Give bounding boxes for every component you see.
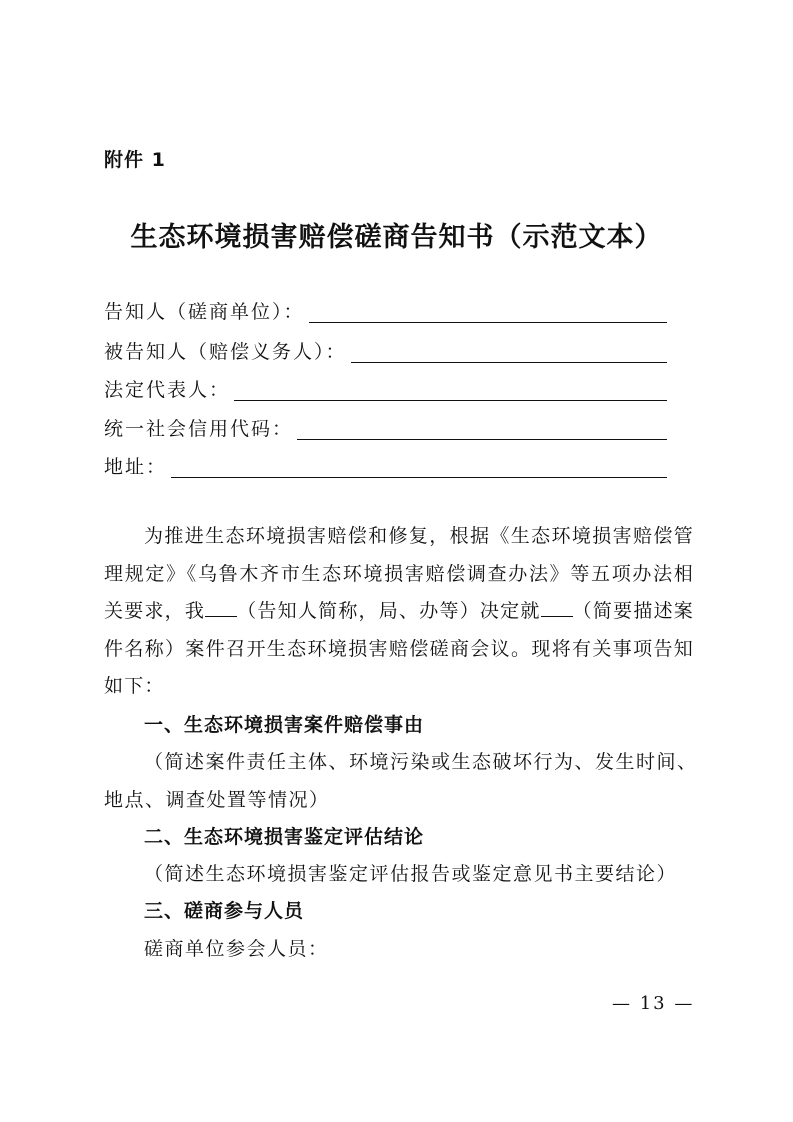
notifier-short-name-blank[interactable] (205, 598, 237, 617)
section-heading-1: 一、生态环境损害案件赔偿事由 (144, 714, 425, 736)
field-notifier-line[interactable] (309, 322, 667, 323)
intro-text-1: 为推进生态环境损害赔偿和修复，根据《生态环境损害赔偿管理规定》《乌鲁木齐市生态环境损害赔偿调查办法》等五项办法相关要求，我 (104, 525, 694, 622)
intro-paragraph (104, 518, 694, 706)
attachment-label: 附件 1 (104, 149, 166, 171)
field-credit-code (104, 415, 667, 443)
section-1-line-1: （简述案件责任主体、环境污染或生态破坏行为、发生时间、 (144, 751, 698, 773)
case-name-blank[interactable] (541, 598, 573, 617)
field-notifier (104, 298, 667, 326)
field-address-line[interactable] (171, 477, 667, 478)
field-address (104, 453, 667, 481)
field-notified-party-line[interactable] (351, 362, 667, 363)
field-address-label: 地址： (104, 456, 168, 478)
field-legal-representative-label: 法定代表人： (104, 379, 231, 401)
field-notifier-label: 告知人（磋商单位）： (104, 301, 305, 323)
field-legal-representative (104, 376, 667, 404)
intro-text-2: （告知人简称，局、办等）决定就 (237, 600, 541, 622)
field-legal-representative-line[interactable] (234, 400, 667, 401)
intro-text-3: （简要描述案件名称）案件召开生态环境损害赔偿磋商会议。现将有关事项告知如下： (104, 600, 694, 697)
section-heading-3: 三、磋商参与人员 (144, 900, 305, 922)
field-notified-party-label: 被告知人（赔偿义务人）： (104, 341, 347, 363)
field-credit-code-label: 统一社会信用代码： (104, 418, 294, 440)
section-heading-2: 二、生态环境损害鉴定评估结论 (144, 826, 425, 848)
section-2-line-1: （简述生态环境损害鉴定评估报告或鉴定意见书主要结论） (144, 863, 678, 885)
field-credit-code-line[interactable] (297, 439, 667, 440)
page-number: — 13 — (612, 993, 695, 1014)
section-3-line-1: 磋商单位参会人员： (144, 938, 329, 960)
field-notified-party (104, 338, 667, 366)
section-1-line-2: 地点、调查处置等情况） (104, 789, 330, 811)
document-title: 生态环境损害赔偿磋商告知书（示范文本） (130, 222, 663, 253)
